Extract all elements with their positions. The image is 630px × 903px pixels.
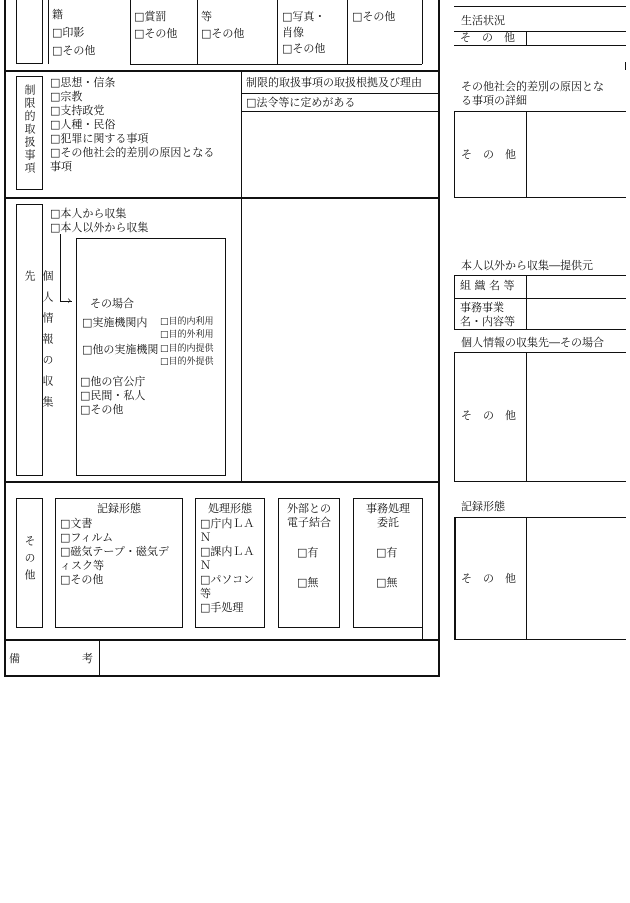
restricted-items bbox=[50, 76, 238, 174]
record-title: 記録形態 bbox=[461, 500, 505, 513]
top-col3-line-1: 等 bbox=[201, 10, 212, 23]
remarks-label-1: 備 bbox=[9, 652, 20, 665]
top-col4-line-3: □その他 bbox=[282, 42, 326, 55]
record-format-item: □文書 bbox=[60, 517, 93, 530]
living-status-title: 生活状況 bbox=[461, 14, 505, 27]
source-inner-rest-item: □他の官公庁 bbox=[80, 375, 146, 388]
top-row-label-box bbox=[16, 0, 43, 64]
top-col5-line-1: □その他 bbox=[352, 10, 396, 23]
outsourcing-title-2: 委託 bbox=[377, 516, 399, 529]
purpose-in-provide-option: □目的内提供 bbox=[160, 344, 214, 354]
record-other: そ の 他 bbox=[461, 572, 516, 585]
top-row-col5 bbox=[352, 10, 422, 24]
provider-work-name-1: 事務事業 bbox=[460, 301, 504, 314]
other-side-label: その他 bbox=[23, 535, 36, 586]
restricted-side-label: 制限的取扱事項 bbox=[23, 84, 36, 175]
outsourcing-yes-option: □有 bbox=[376, 546, 398, 559]
top-col2-line-1: □賞罰 bbox=[134, 10, 167, 23]
record-format-item: □その他 bbox=[60, 573, 104, 586]
outsourcing-title-1: 事務処理 bbox=[366, 502, 410, 515]
top-col3-line-2: □その他 bbox=[201, 27, 245, 40]
record-format-items bbox=[60, 517, 169, 587]
top-col1-line-3: □その他 bbox=[52, 44, 96, 57]
purpose-in-use-option: □目的内利用 bbox=[160, 317, 214, 327]
top-row-col4 bbox=[282, 10, 342, 56]
arrow-right-icon: › bbox=[67, 294, 72, 307]
record-format-item: □フィルム bbox=[60, 531, 114, 544]
top-row-col3 bbox=[201, 10, 271, 41]
external-title-2: 電子結合 bbox=[287, 516, 331, 529]
source-item: □本人から収集 bbox=[50, 207, 127, 220]
top-col1-line-1: 籍 bbox=[52, 8, 63, 21]
restricted-basis-title: 制限的取扱事項の取扱根拠及び理由 bbox=[246, 76, 422, 89]
discrim-title-2: る事項の詳細 bbox=[461, 94, 527, 107]
impl-org-option: □実施機関内 bbox=[82, 316, 148, 329]
record-format-item: □磁気テープ・磁気デ bbox=[60, 545, 169, 558]
processing-item: □庁内ＬＡ bbox=[200, 517, 255, 530]
restricted-item: □宗教 bbox=[50, 90, 83, 103]
source-inner-heading: その場合 bbox=[90, 297, 134, 310]
processing-item: □パソコン bbox=[200, 573, 255, 586]
source-other-title: 個人情報の収集先―その場合 bbox=[461, 336, 604, 349]
external-link-title bbox=[278, 502, 340, 530]
external-title-1: 外部との bbox=[287, 502, 331, 515]
source-inner-rest-item: □民間・私人 bbox=[80, 389, 146, 402]
processing-title: 処理形態 bbox=[208, 502, 252, 515]
top-row-col2 bbox=[134, 10, 194, 41]
external-yes-option: □有 bbox=[297, 546, 319, 559]
processing-item: □手処理 bbox=[200, 601, 244, 614]
restricted-item: □その他社会的差別の原因となる bbox=[50, 146, 215, 159]
processing-item: □課内ＬＡ bbox=[200, 545, 255, 558]
source-item: □本人以外から収集 bbox=[50, 221, 149, 234]
discrim-title bbox=[461, 80, 604, 108]
top-col1-line-2: □印影 bbox=[52, 26, 85, 39]
source-inner-rest-item: □その他 bbox=[80, 403, 124, 416]
remarks-input-area[interactable] bbox=[100, 641, 438, 676]
restricted-item: 事項 bbox=[50, 160, 72, 173]
processing-items bbox=[200, 517, 254, 615]
provider-work-name-2: 名・内容等 bbox=[460, 315, 515, 328]
external-no-option: □無 bbox=[297, 576, 319, 589]
restricted-item: □支持政党 bbox=[50, 104, 105, 117]
provider-title: 本人以外から収集―提供元 bbox=[461, 259, 593, 272]
record-format-title: 記録形態 bbox=[97, 502, 141, 515]
record-format-item: ィスク等 bbox=[60, 559, 104, 572]
source-side-label: 個人情報の収集先 bbox=[23, 270, 54, 417]
restricted-item: □人種・民俗 bbox=[50, 118, 116, 131]
restricted-item: □思想・信条 bbox=[50, 76, 116, 89]
discrim-title-1: その他社会的差別の原因とな bbox=[461, 80, 604, 93]
processing-item: Ｎ bbox=[200, 531, 211, 544]
remarks-label-2: 考 bbox=[82, 652, 93, 665]
source-inner-rest bbox=[80, 375, 145, 417]
top-col4-line-1: □写真・ bbox=[282, 10, 326, 23]
top-row-col1 bbox=[52, 8, 126, 58]
processing-item: 等 bbox=[200, 587, 211, 600]
source-items bbox=[50, 207, 238, 235]
top-col2-line-2: □その他 bbox=[134, 27, 178, 40]
processing-item: Ｎ bbox=[200, 559, 211, 572]
purpose-out-use-option: □目的外利用 bbox=[160, 330, 214, 340]
outsourcing-title bbox=[353, 502, 423, 530]
top-col4-line-2: 肖像 bbox=[282, 26, 304, 39]
restricted-basis-item: □法令等に定めがある bbox=[246, 96, 356, 109]
source-other-other: そ の 他 bbox=[461, 409, 516, 422]
outsourcing-no-option: □無 bbox=[376, 576, 398, 589]
living-status-other: そ の 他 bbox=[460, 31, 515, 44]
other-org-option: □他の実施機関 bbox=[82, 343, 159, 356]
discrim-other: そ の 他 bbox=[461, 148, 516, 161]
provider-org-name-label: 組 織 名 等 bbox=[460, 279, 515, 292]
purpose-out-provide-option: □目的外提供 bbox=[160, 357, 214, 367]
restricted-item: □犯罪に関する事項 bbox=[50, 132, 149, 145]
provider-work-name-label bbox=[460, 301, 515, 329]
